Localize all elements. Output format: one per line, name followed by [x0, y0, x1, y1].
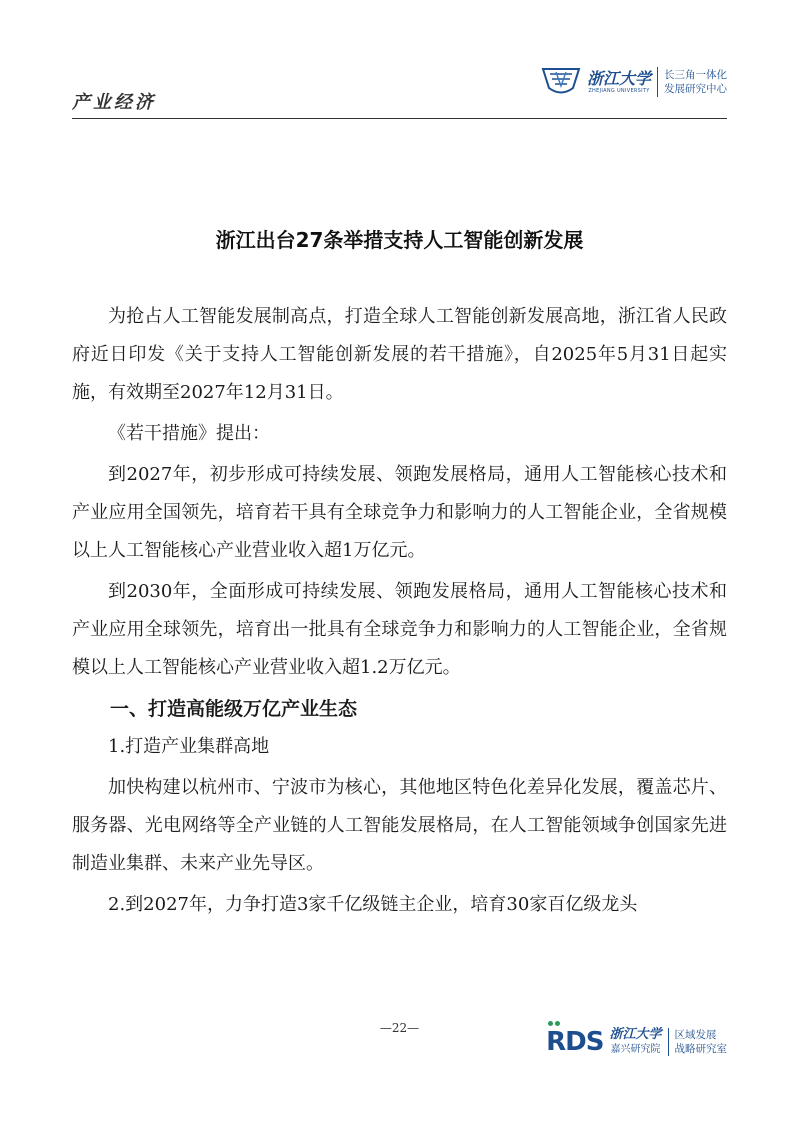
page-header [72, 60, 727, 119]
sub-heading: 1.打造产业集群高地 [108, 736, 270, 757]
office-line1: 区域发展 [674, 1029, 717, 1041]
article-title: 浙江出台27条举措支持人工智能创新发展 [215, 228, 584, 252]
section-label: 产业经济 [72, 92, 156, 113]
footer-institute: 嘉兴研究院 [610, 1044, 661, 1055]
paragraph: 到2027年，初步形成可持续发展、领跑发展格局，通用人工智能核心技术和产业应用全国领先，培育若干具有全球竞争力和影响力的人工智能企业，全省规模以上人工智能核心产业营业收入超1万亿元。 [72, 464, 727, 561]
footer-zju-text: 浙江大学 [609, 1027, 662, 1042]
paragraph: 2.到2027年，力争打造3家千亿级链主企业，培育30家百亿级龙头 [108, 894, 638, 915]
zju-logo-english: ZHEJIANG UNIVERSITY [588, 88, 650, 94]
center-name-line2: 发展研究中心 [664, 83, 727, 95]
office-line2: 战略研究室 [674, 1043, 727, 1055]
logo-divider [657, 67, 658, 97]
rds-dots-icon [548, 1021, 560, 1026]
paragraph: 到2030年，全面形成可持续发展、领跑发展格局，通用人工智能核心技术和产业应用全球领先，培育出一批具有全球竞争力和影响力的人工智能企业，全省规模以上人工智能核心产业营业收入超1.2万亿元。 [72, 581, 727, 678]
rds-logo [546, 1024, 727, 1060]
article-body [72, 298, 727, 924]
zju-center-logo [539, 65, 727, 99]
center-name-line1: 长三角一体化 [664, 69, 727, 81]
page-number: —22— [379, 1021, 420, 1035]
paragraph: 为抢占人工智能发展制高点，打造全球人工智能创新发展高地，浙江省人民政府近日印发《关于支持人工智能创新发展的若干措施》，自2025年5月31日起实施，有效期至2027年12月31日。 [72, 306, 727, 403]
footer-divider [668, 1028, 669, 1056]
zju-shield-icon [539, 66, 583, 98]
zju-logo-text: 浙江大学 [586, 69, 651, 88]
paragraph: 《若干措施》提出： [108, 423, 270, 444]
section-heading: 一、打造高能级万亿产业生态 [110, 698, 358, 720]
rds-logo-text: RDS [546, 1027, 604, 1057]
paragraph: 加快构建以杭州市、宁波市为核心，其他地区特色化差异化发展，覆盖芯片、服务器、光电网络等全产业链的人工智能发展格局，在人工智能领域争创国家先进制造业集群、未来产业先导区。 [72, 777, 727, 874]
